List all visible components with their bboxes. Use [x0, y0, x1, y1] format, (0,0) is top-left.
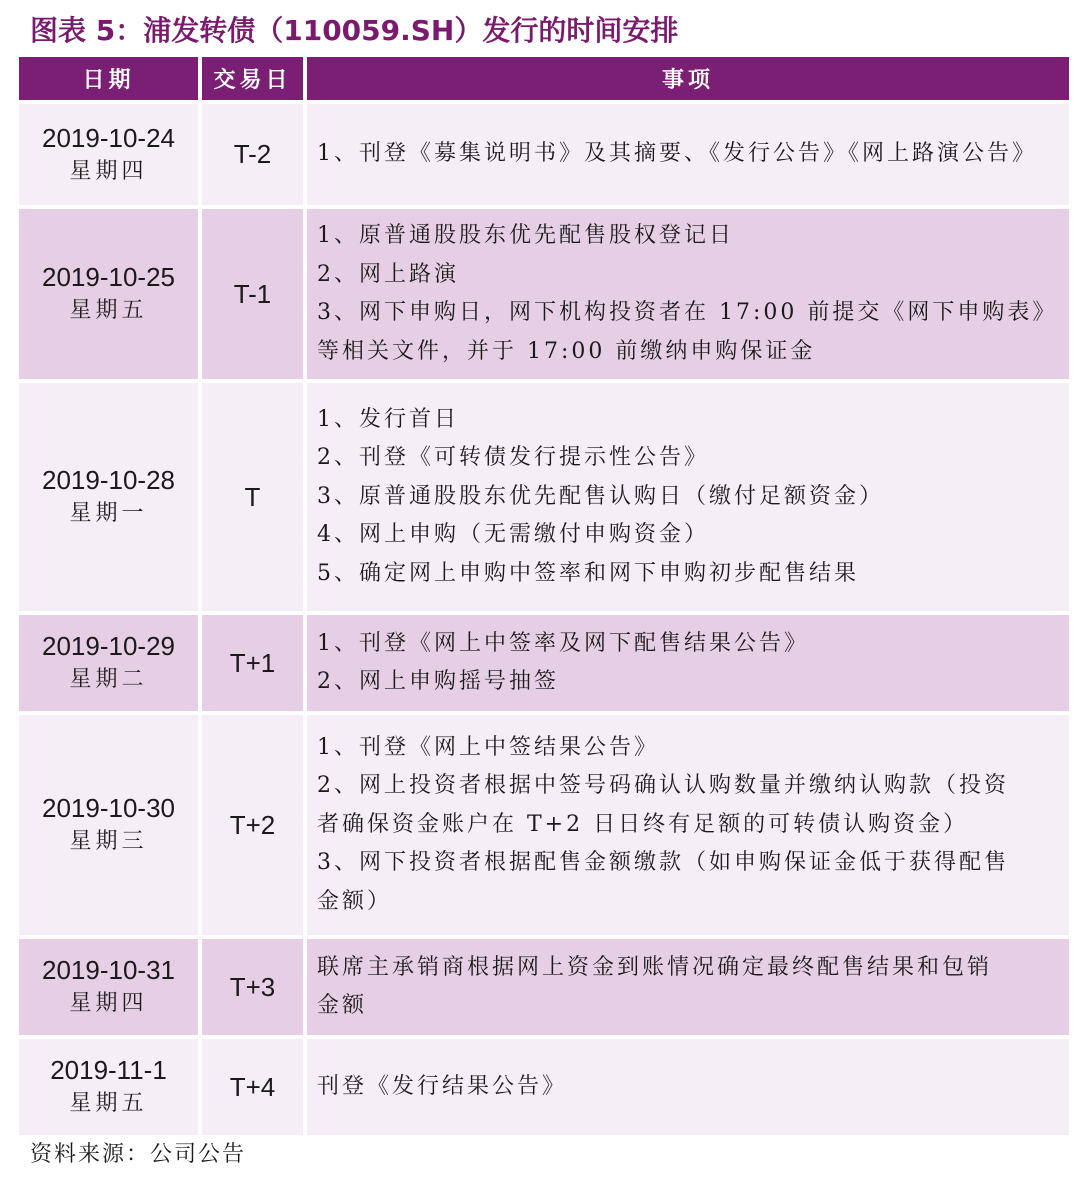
date-text: 2019-10-29 [42, 631, 175, 661]
table-row [19, 104, 1069, 209]
items-cell [307, 939, 1069, 1039]
date-cell [19, 939, 202, 1039]
item-line: 者确保资金账户在 T+2 日日终有足额的可转债认购资金） [317, 811, 969, 837]
date-cell [19, 1039, 202, 1139]
table-row [19, 939, 1069, 1039]
item-line: 5、确定网上申购中签率和网下申购初步配售结果 [317, 560, 859, 586]
trade-day-cell: T+4 [202, 1039, 307, 1139]
item-line: 4、网上申购（无需缴付申购资金） [317, 522, 709, 548]
weekday-text: 星期二 [69, 667, 148, 692]
item-line: 3、原普通股股东优先配售认购日（缴付足额资金） [317, 483, 884, 509]
date-text: 2019-10-28 [42, 465, 175, 495]
table-row [19, 1039, 1069, 1139]
trade-day-cell: T-1 [202, 209, 307, 383]
date-text: 2019-10-24 [42, 122, 175, 153]
items-cell [307, 715, 1069, 939]
item-line: 1、刊登《网上中签率及网下配售结果公告》 [317, 630, 809, 656]
date-cell [19, 209, 202, 383]
table-row [19, 615, 1069, 715]
weekday-text: 星期三 [69, 829, 148, 854]
item-line: 2、网上路演 [317, 261, 459, 287]
items-cell [307, 383, 1069, 615]
item-line: 1、刊登《募集说明书》及其摘要、《发行公告》《网上路演公告》 [317, 141, 1037, 167]
trade-day-cell: T-2 [202, 104, 307, 209]
date-cell [19, 715, 202, 939]
table-row [19, 383, 1069, 615]
figure-title: 图表 5：浦发转债（110059.SH）发行的时间安排 [30, 14, 679, 47]
item-line: 刊登《发行结果公告》 [317, 1073, 568, 1099]
weekday-text: 星期四 [69, 158, 148, 184]
trade-day-cell: T+3 [202, 939, 307, 1039]
table-header-row [19, 57, 1069, 104]
header-date: 日期 [19, 57, 202, 104]
item-line: 3、网下申购日，网下机构投资者在 17:00 前提交《网下申购表》 [317, 300, 1058, 325]
date-text: 2019-10-30 [42, 793, 175, 823]
table-row [19, 209, 1069, 383]
header-trade-day: 交易日 [202, 57, 307, 104]
date-text: 2019-11-1 [50, 1055, 167, 1085]
items-cell [307, 1039, 1069, 1139]
schedule-table [19, 57, 1069, 1139]
item-line: 1、刊登《网上中签结果公告》 [317, 734, 659, 760]
item-line: 金额 [317, 993, 368, 1018]
date-cell [19, 383, 202, 615]
item-line: 1、原普通股股东优先配售股权登记日 [317, 223, 734, 248]
header-item: 事项 [307, 57, 1069, 104]
item-line: 3、网下投资者根据配售金额缴款（如申购保证金低于获得配售 [317, 850, 1009, 876]
item-line: 2、刊登《可转债发行提示性公告》 [317, 445, 709, 471]
trade-day-cell: T+2 [202, 715, 307, 939]
item-line: 2、网上申购摇号抽签 [317, 669, 559, 694]
item-line: 联席主承销商根据网上资金到账情况确定最终配售结果和包销 [317, 954, 993, 980]
weekday-text: 星期五 [69, 298, 148, 323]
date-cell [19, 615, 202, 715]
source-note: 资料来源：公司公告 [30, 1142, 247, 1167]
items-cell [307, 615, 1069, 715]
date-text: 2019-10-31 [42, 955, 175, 985]
items-cell [307, 209, 1069, 383]
table-row [19, 715, 1069, 939]
trade-day-cell: T [202, 383, 307, 615]
item-line: 金额） [317, 888, 393, 914]
weekday-text: 星期四 [69, 991, 148, 1016]
trade-day-cell: T+1 [202, 615, 307, 715]
date-cell [19, 104, 202, 209]
item-line: 2、网上投资者根据中签号码确认认购数量并缴纳认购款（投资 [317, 773, 1009, 799]
date-text: 2019-10-25 [42, 262, 175, 292]
items-cell [307, 104, 1069, 209]
weekday-text: 星期五 [69, 1091, 148, 1116]
item-line: 1、发行首日 [317, 406, 459, 432]
item-line: 等相关文件，并于 17:00 前缴纳申购保证金 [317, 338, 816, 364]
weekday-text: 星期一 [69, 501, 148, 526]
